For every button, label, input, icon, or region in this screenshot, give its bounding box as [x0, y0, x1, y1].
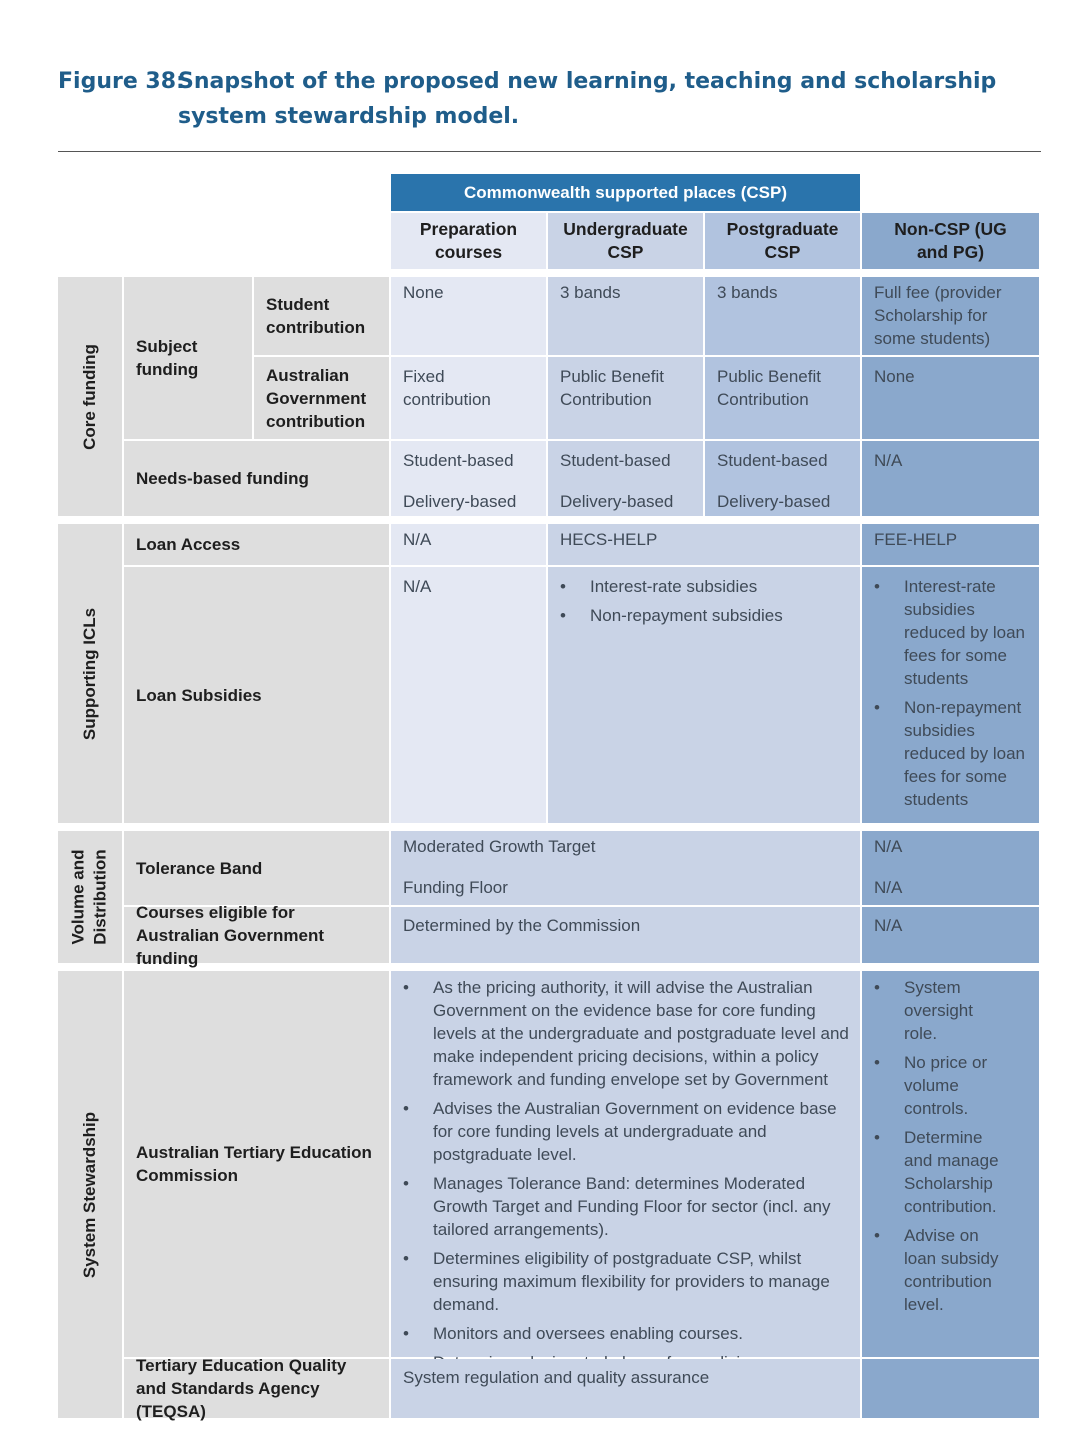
atec-label: Australian Tertiary Education Commission	[124, 971, 389, 1357]
col-header-preparation: Preparation courses	[391, 213, 546, 269]
list-item: • Determine and manage Scholarship contribution.	[874, 1126, 1009, 1218]
student-contribution-prep: None	[391, 277, 546, 355]
needs-based-ug: Student-based Delivery-based	[548, 441, 703, 516]
gov-contribution-prep: Fixed contribution	[391, 357, 546, 439]
list-item: • Non-repayment subsidies	[560, 604, 848, 627]
list-item: • As the pricing authority, it will advise the Australian Government on the evidence base for core funding levels at the undergraduate and postgraduate level and make independent pricing decisions, within a policy framework and funding envelope set by Government	[403, 976, 852, 1091]
student-contribution-label: Student contribution	[254, 277, 389, 355]
col-header-undergraduate: Undergraduate CSP	[548, 213, 703, 269]
loan-access-label: Loan Access	[124, 524, 389, 565]
atec-csp	[391, 971, 860, 1357]
tolerance-band-noncsp: N/A N/A	[862, 831, 1039, 905]
needs-based-pg: Student-based Delivery-based	[705, 441, 860, 516]
loan-subsidies-prep: N/A	[391, 567, 546, 823]
list-item: • Advises the Australian Government on evidence base for core funding levels at undergraduate and postgraduate level.	[403, 1097, 852, 1166]
needs-based-noncsp: N/A	[862, 441, 1039, 516]
needs-based-label: Needs-based funding	[124, 441, 389, 516]
loan-subsidies-csp	[548, 567, 860, 823]
title-divider	[58, 151, 1041, 152]
atec-noncsp	[862, 971, 1039, 1357]
list-item: • Manages Tolerance Band: determines Moderated Growth Target and Funding Floor for sector (incl. any tailored arrangements).	[403, 1172, 852, 1241]
loan-subsidies-label: Loan Subsidies	[124, 567, 389, 823]
eligible-courses-csp: Determined by the Commission	[391, 907, 860, 963]
list-item: • Monitors and oversees enabling courses.	[403, 1322, 852, 1345]
teqsa-label: Tertiary Education Quality and Standards Agency (TEQSA)	[124, 1359, 389, 1418]
teqsa-noncsp	[862, 1359, 1039, 1418]
figure-number: Figure 38:	[58, 69, 185, 94]
list-item: • System oversight role.	[874, 976, 1009, 1045]
col-header-noncsp: Non-CSP (UG and PG)	[862, 213, 1039, 269]
csp-group-header: Commonwealth supported places (CSP)	[391, 174, 860, 211]
section-core-funding: Core funding	[58, 277, 122, 516]
subject-funding-label: Subject funding	[124, 277, 252, 439]
eligible-courses-noncsp: N/A	[862, 907, 1039, 963]
list-item: • Determines eligibility of postgraduate CSP, whilst ensuring maximum flexibility for providers to manage demand.	[403, 1247, 852, 1316]
section-volume-distribution: Volume and Distribution	[58, 831, 122, 963]
list-item: • No price or volume controls.	[874, 1051, 1009, 1120]
loan-access-noncsp: FEE-HELP	[862, 524, 1039, 565]
tolerance-band-label: Tolerance Band	[124, 831, 389, 905]
student-contribution-noncsp: Full fee (provider Scholarship for some students)	[862, 277, 1039, 355]
loan-subsidies-noncsp	[862, 567, 1039, 823]
list-item: • Interest-rate subsidies	[560, 575, 848, 598]
figure-caption: Snapshot of the proposed new learning, teaching and scholarship system stewardship model.	[178, 69, 997, 129]
loan-access-prep: N/A	[391, 524, 546, 565]
list-item: • Non-repayment subsidies reduced by loan fees for some students	[874, 696, 1027, 811]
government-contribution-label: Australian Government contribution	[254, 357, 389, 439]
loan-access-csp: HECS-HELP	[548, 524, 860, 565]
teqsa-csp: System regulation and quality assurance	[391, 1359, 860, 1418]
gov-contribution-ug: Public Benefit Contribution	[548, 357, 703, 439]
list-item: • Interest-rate subsidies reduced by loan fees for some students	[874, 575, 1027, 690]
section-system-stewardship: System Stewardship	[58, 971, 122, 1418]
col-header-postgraduate: Postgraduate CSP	[705, 213, 860, 269]
student-contribution-ug: 3 bands	[548, 277, 703, 355]
student-contribution-pg: 3 bands	[705, 277, 860, 355]
eligible-courses-label: Courses eligible for Australian Government funding	[124, 907, 389, 963]
gov-contribution-noncsp: None	[862, 357, 1039, 439]
list-item: • Advise on loan subsidy contribution level.	[874, 1224, 1009, 1316]
needs-based-prep: Student-based Delivery-based	[391, 441, 546, 516]
section-supporting-icls: Supporting ICLs	[58, 524, 122, 823]
gov-contribution-pg: Public Benefit Contribution	[705, 357, 860, 439]
tolerance-band-csp: Moderated Growth Target Funding Floor	[391, 831, 860, 905]
